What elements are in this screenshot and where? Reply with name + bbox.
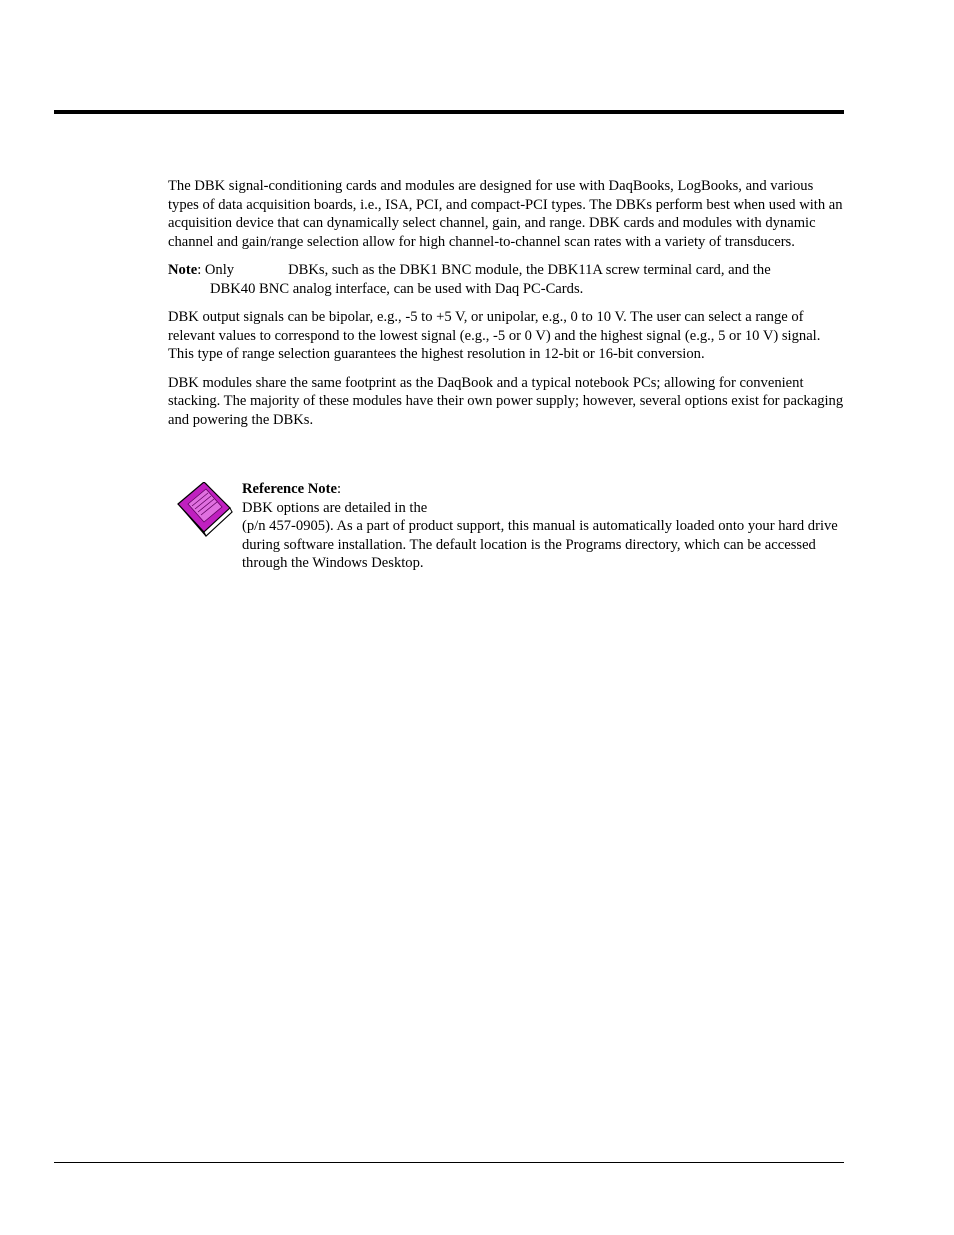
reference-note-line1: DBK options are detailed in the [242, 499, 428, 516]
note-text-continued: DBK40 BNC analog interface, can be used with Daq PC-Cards. [210, 280, 584, 297]
note-label: Note [168, 262, 198, 278]
reference-note-text: Reference Note: DBK options are detailed in the (p/n 457-0905). As a part of product support, this manual is automatically loaded onto your hard drive during software installation. The default location is the Programs directory, which can be accessed through the Windows Desktop. [242, 480, 846, 573]
note-prefix: : Only [197, 262, 235, 278]
main-content [168, 177, 844, 439]
reference-book-icon [176, 482, 236, 540]
signal-range-paragraph: DBK output signals can be bipolar, e.g., -5 to +5 V, or unipolar, e.g., 0 to 10 V. The user can select a range of relevant values to correspond to the lowest signal (e.g., -5 or 0 V) and the highest signal (e.g., 5 or 10 V) signal. This type of range selection guarantees the highest resolution in 12-bit or 16-bit conversion. [168, 309, 821, 362]
intro-paragraph: The DBK signal-conditioning cards and modules are designed for use with DaqBooks, LogBooks, and various types of data acquisition boards, i.e., ISA, PCI, and compact-PCI types. The DBKs perform best when used with an acquisition device that can dynamically select channel, gain, and range. DBK cards and modules with dynamic channel and gain/range selection allow for high channel-to-channel scan rates with a variety of transducers. [168, 178, 843, 250]
header-rule [54, 110, 844, 114]
note-text: DBKs, such as the DBK1 BNC module, the DBK11A screw terminal card, and the [288, 262, 771, 278]
note-block [168, 261, 844, 298]
reference-note-label: Reference Note [242, 481, 337, 497]
footer-rule [54, 1162, 844, 1163]
footprint-paragraph: DBK modules share the same footprint as the DaqBook and a typical notebook PCs; allowing for convenient stacking. The majority of these modules have their own power supply; however, several options exist for packaging and powering the DBKs. [168, 374, 844, 428]
reference-note-body: (p/n 457-0905). As a part of product support, this manual is automatically loaded onto your hard drive during software installation. The default location is the Programs directory, which can be accessed through the Windows Desktop. [242, 518, 838, 571]
